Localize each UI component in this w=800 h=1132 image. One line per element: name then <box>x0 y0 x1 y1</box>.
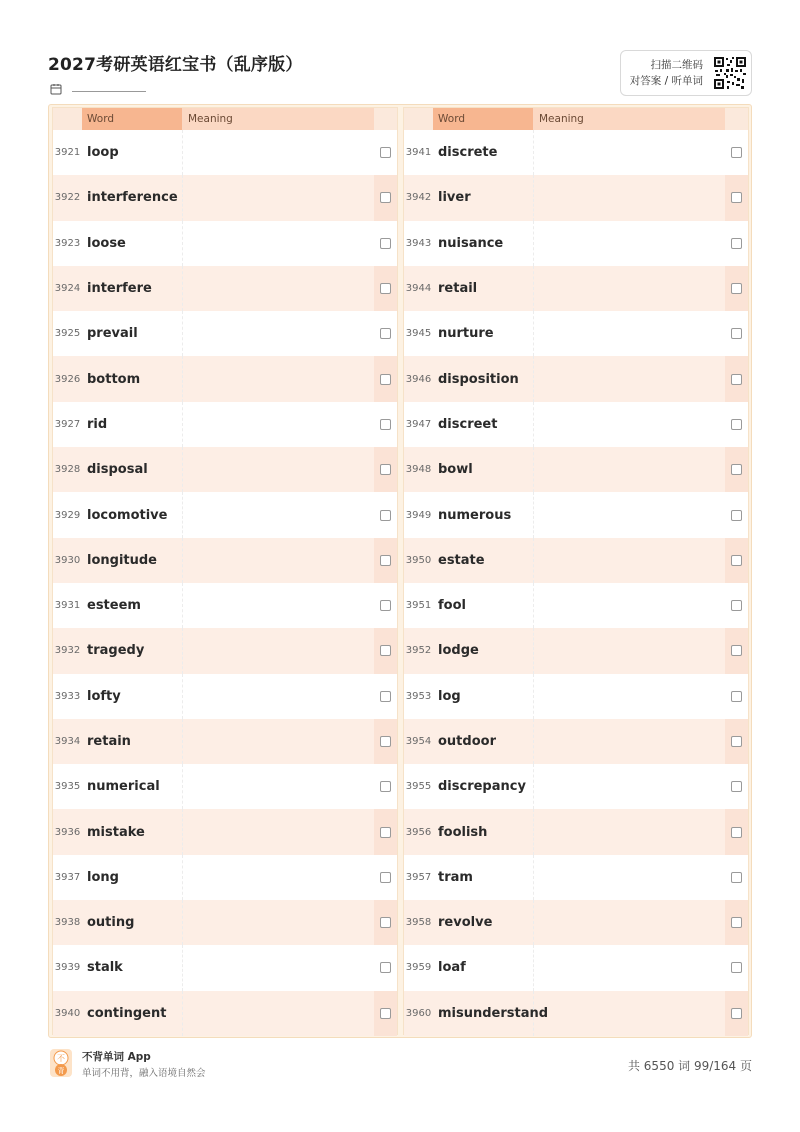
table-row <box>53 583 397 628</box>
word-number: 3936 <box>54 826 81 838</box>
meaning-field[interactable] <box>182 538 374 583</box>
word-text: tragedy <box>87 643 145 659</box>
word-number: 3957 <box>405 871 432 883</box>
check-cell <box>374 628 397 673</box>
table-row <box>53 855 397 900</box>
word-table-left <box>52 107 398 1035</box>
checkbox[interactable] <box>380 147 391 158</box>
checkbox[interactable] <box>380 736 391 747</box>
check-cell <box>374 991 397 1036</box>
meaning-field[interactable] <box>533 402 725 447</box>
word-text: loaf <box>438 960 466 976</box>
table-row <box>53 130 397 175</box>
word-text: long <box>87 869 119 885</box>
meaning-field[interactable] <box>533 991 725 1036</box>
checkbox[interactable] <box>731 328 742 339</box>
meaning-field[interactable] <box>182 221 374 266</box>
word-text: retail <box>438 281 478 297</box>
word-text: bottom <box>87 371 141 387</box>
table-row <box>404 719 748 764</box>
check-cell <box>725 402 748 447</box>
check-cell <box>374 175 397 220</box>
checkbox[interactable] <box>731 872 742 883</box>
meaning-field[interactable] <box>182 583 374 628</box>
check-cell <box>725 855 748 900</box>
check-cell <box>374 945 397 990</box>
check-cell <box>374 764 397 809</box>
word-text: locomotive <box>87 507 168 523</box>
word-number: 3960 <box>405 1007 432 1019</box>
word-text: fool <box>438 598 466 614</box>
word-number: 3939 <box>54 962 81 974</box>
table-row <box>404 628 748 673</box>
check-cell <box>725 356 748 401</box>
word-table-frame <box>48 104 752 1038</box>
word-text: interfere <box>87 281 152 297</box>
meaning-field[interactable] <box>533 538 725 583</box>
word-number: 3921 <box>54 147 81 159</box>
check-cell <box>725 447 748 492</box>
checkbox[interactable] <box>731 600 742 611</box>
word-number: 3948 <box>405 464 432 476</box>
logo-glyph-bottom: 背 <box>57 1067 65 1075</box>
meaning-field[interactable] <box>533 674 725 719</box>
word-number: 3953 <box>405 690 432 702</box>
check-cell <box>374 538 397 583</box>
table-row <box>53 809 397 854</box>
qr-line-2: 对答案 / 听单词 <box>629 75 703 87</box>
table-row <box>53 719 397 764</box>
meaning-field[interactable] <box>533 311 725 356</box>
checkbox[interactable] <box>380 192 391 203</box>
word-number: 3954 <box>405 736 432 747</box>
check-cell <box>374 356 397 401</box>
word-number: 3935 <box>54 781 81 793</box>
header-meaning: Meaning <box>182 108 374 130</box>
date-field[interactable] <box>72 81 146 92</box>
check-cell <box>725 311 748 356</box>
checkbox[interactable] <box>380 872 391 883</box>
word-text: tram <box>438 869 473 885</box>
table-row <box>404 583 748 628</box>
word-number: 3929 <box>54 509 81 521</box>
table-row <box>53 674 397 719</box>
word-number: 3924 <box>54 283 81 295</box>
table-row <box>53 266 397 311</box>
checkbox[interactable] <box>731 464 742 475</box>
calendar-icon <box>50 80 62 92</box>
checkbox[interactable] <box>731 283 742 294</box>
word-number: 3951 <box>405 600 432 612</box>
checkbox[interactable] <box>380 419 391 430</box>
check-cell <box>374 809 397 854</box>
checkbox[interactable] <box>380 827 391 838</box>
check-cell <box>725 900 748 945</box>
word-number: 3942 <box>405 192 432 204</box>
table-row <box>404 266 748 311</box>
checkbox[interactable] <box>380 1008 391 1019</box>
table-header <box>53 108 397 130</box>
meaning-field[interactable] <box>533 221 725 266</box>
meaning-field[interactable] <box>533 764 725 809</box>
qr-code-icon[interactable] <box>713 56 747 90</box>
table-row <box>53 900 397 945</box>
check-cell <box>725 175 748 220</box>
word-number: 3928 <box>54 464 81 476</box>
meaning-field[interactable] <box>533 175 725 220</box>
check-cell <box>725 538 748 583</box>
check-cell <box>374 583 397 628</box>
checkbox[interactable] <box>380 464 391 475</box>
table-row <box>53 311 397 356</box>
check-cell <box>725 628 748 673</box>
app-logo-icon <box>50 1049 72 1077</box>
table-row <box>404 402 748 447</box>
header-word: Word <box>433 108 533 130</box>
word-number: 3941 <box>405 147 432 159</box>
checkbox[interactable] <box>380 238 391 249</box>
table-row <box>404 356 748 401</box>
check-cell <box>374 855 397 900</box>
checkbox[interactable] <box>731 555 742 566</box>
checkbox[interactable] <box>731 917 742 928</box>
table-row <box>404 809 748 854</box>
word-number: 3945 <box>405 328 432 340</box>
word-text: bowl <box>438 462 473 478</box>
header-meaning: Meaning <box>533 108 725 130</box>
check-cell <box>725 492 748 537</box>
word-text: rid <box>87 416 108 432</box>
checkbox[interactable] <box>731 419 742 430</box>
word-text: retain <box>87 734 131 749</box>
word-number: 3927 <box>54 418 81 430</box>
word-number: 3955 <box>405 781 432 793</box>
word-number: 3952 <box>405 645 432 657</box>
table-row <box>53 356 397 401</box>
check-cell <box>725 221 748 266</box>
checkbox[interactable] <box>380 328 391 339</box>
word-number: 3946 <box>405 373 432 385</box>
table-row <box>404 945 748 990</box>
meaning-field[interactable] <box>182 175 374 220</box>
table-row <box>404 492 748 537</box>
word-text: discrete <box>438 145 498 161</box>
meaning-field[interactable] <box>533 945 725 990</box>
word-text: prevail <box>87 326 138 342</box>
word-text: discreet <box>438 416 498 432</box>
checkbox[interactable] <box>731 1008 742 1019</box>
meaning-field[interactable] <box>533 492 725 537</box>
header-number-cell <box>53 108 82 130</box>
word-text: disposal <box>87 462 148 478</box>
meaning-field[interactable] <box>182 855 374 900</box>
table-row <box>53 764 397 809</box>
meaning-field[interactable] <box>182 991 374 1036</box>
table-row <box>404 311 748 356</box>
table-row <box>404 674 748 719</box>
word-number: 3933 <box>54 690 81 702</box>
table-header <box>404 108 748 130</box>
table-row <box>404 175 748 220</box>
table-row <box>404 130 748 175</box>
header-check-cell <box>725 108 748 130</box>
qr-caption <box>621 57 709 89</box>
check-cell <box>725 266 748 311</box>
header-number-cell <box>404 108 433 130</box>
word-text: estate <box>438 552 485 568</box>
check-cell <box>374 311 397 356</box>
check-cell <box>374 447 397 492</box>
word-number: 3922 <box>54 192 81 204</box>
meaning-field[interactable] <box>182 447 374 492</box>
meaning-field[interactable] <box>182 764 374 809</box>
word-text: contingent <box>87 1005 167 1021</box>
check-cell <box>374 674 397 719</box>
word-text: esteem <box>87 598 141 614</box>
word-number: 3959 <box>405 962 432 974</box>
word-number: 3932 <box>54 645 81 657</box>
meaning-field[interactable] <box>182 900 374 945</box>
word-number: 3947 <box>405 418 432 430</box>
table-row <box>404 900 748 945</box>
word-number: 3958 <box>405 917 432 929</box>
word-table-right <box>403 107 749 1035</box>
check-cell <box>374 492 397 537</box>
word-text: interference <box>87 190 178 206</box>
checkbox[interactable] <box>380 510 391 521</box>
checkbox[interactable] <box>380 374 391 385</box>
check-cell <box>725 719 748 764</box>
meaning-field[interactable] <box>533 356 725 401</box>
meaning-field[interactable] <box>182 266 374 311</box>
date-row <box>50 80 146 92</box>
table-row <box>404 855 748 900</box>
meaning-field[interactable] <box>533 628 725 673</box>
word-text: liver <box>438 190 471 206</box>
checkbox[interactable] <box>731 192 742 203</box>
word-text: numerical <box>87 779 160 795</box>
page-title: 2027考研英语红宝书（乱序版） <box>48 55 303 75</box>
check-cell <box>374 221 397 266</box>
word-text: loop <box>87 145 119 161</box>
checkbox[interactable] <box>380 962 391 973</box>
word-text: outing <box>87 915 135 931</box>
table-row <box>404 221 748 266</box>
word-number: 3943 <box>405 237 432 249</box>
word-list-left <box>53 130 397 1036</box>
checkbox[interactable] <box>731 781 742 792</box>
meaning-field[interactable] <box>182 130 374 175</box>
meaning-field[interactable] <box>533 719 725 764</box>
meaning-field[interactable] <box>182 674 374 719</box>
meaning-field[interactable] <box>182 809 374 854</box>
meaning-field[interactable] <box>533 855 725 900</box>
checkbox[interactable] <box>731 238 742 249</box>
meaning-field[interactable] <box>533 583 725 628</box>
word-text: lodge <box>438 643 479 659</box>
check-cell <box>725 991 748 1036</box>
table-row <box>53 175 397 220</box>
word-text: lofty <box>87 688 121 704</box>
word-text: revolve <box>438 915 493 931</box>
word-text: stalk <box>87 960 123 976</box>
check-cell <box>374 266 397 311</box>
checkbox[interactable] <box>380 917 391 928</box>
word-number: 3930 <box>54 554 81 566</box>
word-text: nurture <box>438 326 494 342</box>
word-number: 3956 <box>405 826 432 838</box>
word-text: nuisance <box>438 235 504 251</box>
header-check-cell <box>374 108 397 130</box>
qr-panel[interactable] <box>620 50 752 96</box>
logo-glyph-top: 不 <box>57 1054 65 1063</box>
meaning-field[interactable] <box>533 900 725 945</box>
checkbox[interactable] <box>380 555 391 566</box>
meaning-field[interactable] <box>182 628 374 673</box>
table-row <box>404 447 748 492</box>
word-number: 3934 <box>54 736 81 747</box>
word-text: mistake <box>87 824 145 840</box>
meaning-field[interactable] <box>182 719 374 764</box>
check-cell <box>725 809 748 854</box>
check-cell <box>374 900 397 945</box>
checkbox[interactable] <box>731 645 742 656</box>
checkbox[interactable] <box>380 600 391 611</box>
word-text: misunderstand <box>438 1005 549 1021</box>
header-word: Word <box>82 108 182 130</box>
word-number: 3938 <box>54 917 81 929</box>
check-cell <box>725 583 748 628</box>
word-number: 3944 <box>405 283 432 295</box>
check-cell <box>374 402 397 447</box>
checkbox[interactable] <box>731 691 742 702</box>
word-number: 3950 <box>405 554 432 566</box>
check-cell <box>725 674 748 719</box>
word-text: foolish <box>438 824 488 840</box>
checkbox[interactable] <box>731 736 742 747</box>
meaning-field[interactable] <box>182 945 374 990</box>
check-cell <box>725 945 748 990</box>
meaning-field[interactable] <box>182 402 374 447</box>
word-number: 3937 <box>54 871 81 883</box>
meaning-field[interactable] <box>533 447 725 492</box>
word-number: 3931 <box>54 600 81 612</box>
table-row <box>53 402 397 447</box>
checkbox[interactable] <box>380 645 391 656</box>
checkbox[interactable] <box>731 510 742 521</box>
table-row <box>53 492 397 537</box>
check-cell <box>725 130 748 175</box>
table-row <box>53 628 397 673</box>
meaning-field[interactable] <box>182 492 374 537</box>
word-text: discrepancy <box>438 779 526 795</box>
meaning-field[interactable] <box>182 311 374 356</box>
word-number: 3925 <box>54 328 81 340</box>
word-text: loose <box>87 235 126 251</box>
table-row <box>53 447 397 492</box>
checkbox[interactable] <box>380 283 391 294</box>
word-text: numerous <box>438 507 512 523</box>
word-list-right <box>404 130 748 1036</box>
meaning-field[interactable] <box>533 266 725 311</box>
table-row <box>404 991 748 1036</box>
table-row <box>53 221 397 266</box>
table-row <box>53 991 397 1036</box>
table-row <box>404 538 748 583</box>
checkbox[interactable] <box>731 147 742 158</box>
word-text: log <box>438 688 461 704</box>
word-text: outdoor <box>438 734 496 749</box>
table-row <box>53 538 397 583</box>
meaning-field[interactable] <box>533 809 725 854</box>
checkbox[interactable] <box>380 691 391 702</box>
word-number: 3923 <box>54 237 81 249</box>
app-name: 不背单词 App <box>82 1051 151 1063</box>
page-info: 共 6550 词 99/164 页 <box>627 1059 752 1073</box>
table-row <box>404 764 748 809</box>
check-cell <box>374 719 397 764</box>
meaning-field[interactable] <box>182 356 374 401</box>
word-text: disposition <box>438 371 519 387</box>
app-tagline: 单词不用背，融入语境自然会 <box>82 1068 206 1079</box>
word-number: 3926 <box>54 373 81 385</box>
word-number: 3949 <box>405 509 432 521</box>
check-cell <box>725 764 748 809</box>
table-row <box>53 945 397 990</box>
checkbox[interactable] <box>731 374 742 385</box>
word-number: 3940 <box>54 1007 81 1019</box>
check-cell <box>374 130 397 175</box>
meaning-field[interactable] <box>533 130 725 175</box>
checkbox[interactable] <box>380 781 391 792</box>
checkbox[interactable] <box>731 827 742 838</box>
word-text: longitude <box>87 552 157 568</box>
checkbox[interactable] <box>731 962 742 973</box>
qr-line-1: 扫描二维码 <box>650 59 703 71</box>
